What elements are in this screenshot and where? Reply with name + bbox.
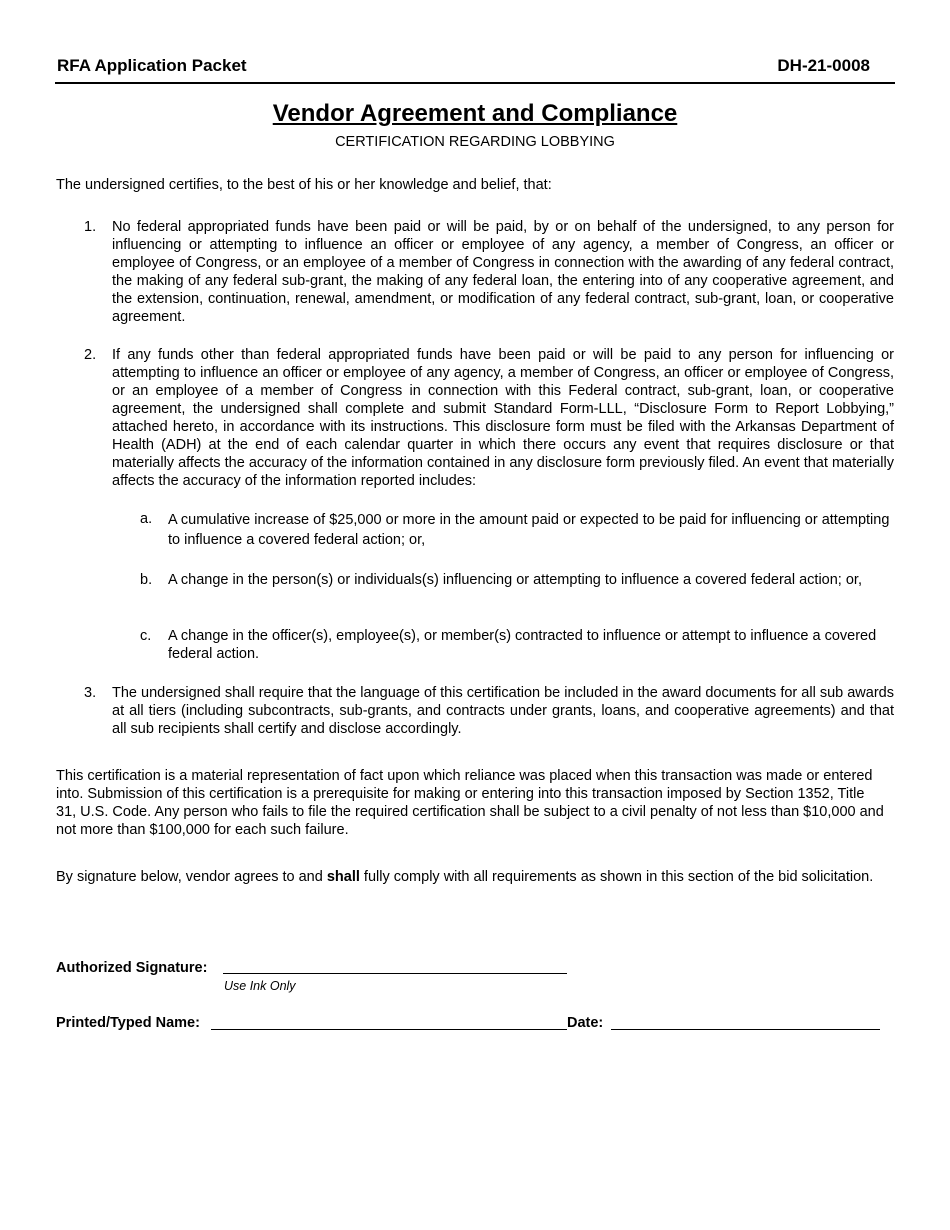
header-document-number: DH-21-0008 [777,56,870,75]
sub-item-letter: c. [140,628,152,644]
signature-statement [56,867,886,888]
list-item-text: No federal appropriated funds have been paid or will be paid, by or on behalf of the undersigned, to any person for influencing or attempting to influence an officer or employee of any agency, a member of Congress, an officer or employee of Congress, or an employee of a member of Congress in connection with the awarding of any federal contract, the making of any federal sub-grant, the making of any federal loan, the entering into of any cooperative agreement, and the extension, continuation, renewal, amendment, or modification of any federal contract, sub-grant, loan, or cooperative agreement. [112,219,894,325]
list-item-1 [84,218,894,326]
list-item-number: 1. [84,219,97,235]
header-packet-title: RFA Application Packet [57,56,247,75]
sub-item-letter: b. [140,572,153,588]
list-item-3 [84,684,894,738]
signature-statement-before: By signature below, vendor agrees to and [56,869,327,885]
printed-name-label: Printed/Typed Name: [56,1015,200,1031]
sub-item-letter: a. [140,511,153,527]
signature-statement-after: fully comply with all requirements as shown in this section of the bid solicitation. [359,869,874,885]
signature-statement-bold: shall [326,869,360,885]
sub-item-text: A change in the officer(s), employee(s), or member(s) contracted to influence or attempt to influence a covered federal action. [168,628,877,662]
sub-item-text: A change in the person(s) or individuals(s) influencing or attempting to influence a covered federal action; or, [168,572,862,588]
list-item-text: If any funds other than federal appropriated funds have been paid or will be paid to any person for influencing or attempting to influence an officer or employee of any agency, a member of Congress, an officer or employee of Congress, or an employee of a member of Congress in connection with this Federal contract, sub-grant, loan, or cooperative agreement, the undersigned shall complete and submit Standard Form-LLL, “Disclosure Form to Report Lobbying,” attached hereto, in accordance with its instructions. This disclosure form must be filed with the Arkansas Department of Health (ADH) at the end of each calendar quarter in which there occurs any event that requires disclosure or that materially affects the accuracy of the information contained in any disclosure form previously filed. An event that materially affects the accuracy of the information reported includes: [112,347,894,489]
sub-item-b [140,571,894,589]
page-title: Vendor Agreement and Compliance [272,100,678,127]
certification-paragraph: This certification is a material representation of fact upon which reliance was placed when this transaction was made or entered into. Submission of this certification is a prerequisite for making or entering into this transaction imposed by Section 1352, Title 31, U.S. Code. Any person who fails to file the required certification shall be subject to a civil penalty of not less than $10,000 and not more than $100,000 for each such failure. [56,768,884,838]
date-label: Date: [567,1015,604,1031]
list-item-number: 2. [84,347,97,363]
sub-item-text: A cumulative increase of $25,000 or more in the amount paid or expected to be paid for influencing or attempting to influence a covered federal action; or, [168,512,890,548]
authorized-signature-label: Authorized Signature: [56,960,208,976]
list-item-number: 3. [84,685,97,701]
authorized-signature-line[interactable] [223,973,567,974]
list-item-2 [84,346,894,490]
use-ink-only-hint: Use Ink Only [224,979,296,993]
sub-item-c [140,627,894,663]
sub-item-a [140,510,894,550]
intro-text: The undersigned certifies, to the best of his or her knowledge and belief, that: [56,177,552,193]
list-item-text: The undersigned shall require that the language of this certification be included in the award documents for all sub awards at all tiers (including subcontracts, sub-grants, and contracts under grants, loans, and cooperative agreements) and that all sub recipients shall certify and disclose accordingly. [112,685,894,737]
page-subtitle: CERTIFICATION REGARDING LOBBYING [335,134,615,150]
printed-name-line[interactable] [211,1029,567,1030]
date-line[interactable] [611,1029,880,1030]
page-header [55,56,895,84]
